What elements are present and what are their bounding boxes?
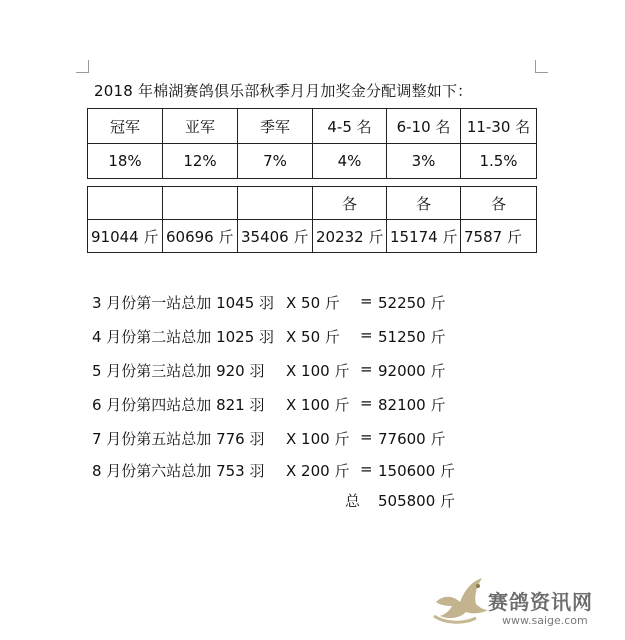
table-header-cell: 4-5 名	[313, 109, 387, 144]
calc-label: 6 月份第四站总加 821 羽	[92, 396, 265, 414]
table-header-cell: 亚军	[163, 109, 238, 144]
calc-equals: =	[360, 394, 373, 412]
table-cell: 35406 斤	[238, 220, 313, 253]
calc-equals: =	[360, 460, 373, 478]
table-cell: 各	[313, 187, 387, 220]
calc-label: 3 月份第一站总加 1045 羽	[92, 294, 275, 312]
calc-multiplier: X 50 斤	[286, 328, 340, 346]
calc-multiplier: X 50 斤	[286, 294, 340, 312]
page-corner-mark	[535, 60, 548, 73]
calc-result: 77600 斤	[378, 430, 446, 448]
table-cell	[88, 187, 163, 220]
page-corner-mark	[76, 60, 89, 73]
table-row	[88, 187, 537, 220]
calc-equals: =	[360, 326, 373, 344]
table-cell	[163, 187, 238, 220]
table-cell: 91044 斤	[88, 220, 163, 253]
calc-equals: =	[360, 292, 373, 310]
table-cell: 各	[461, 187, 537, 220]
calc-label: 8 月份第六站总加 753 羽	[92, 462, 265, 480]
table-cell: 15174 斤	[387, 220, 461, 253]
total-value: 505800 斤	[378, 492, 456, 510]
calc-result: 51250 斤	[378, 328, 446, 346]
table-cell: 12%	[163, 144, 238, 179]
calc-multiplier: X 200 斤	[286, 462, 350, 480]
calc-multiplier: X 100 斤	[286, 430, 350, 448]
table-cell: 7587 斤	[461, 220, 537, 253]
calc-multiplier: X 100 斤	[286, 396, 350, 414]
calc-label: 4 月份第二站总加 1025 羽	[92, 328, 275, 346]
table-cell: 20232 斤	[313, 220, 387, 253]
table-cell: 1.5%	[461, 144, 537, 179]
calc-multiplier: X 100 斤	[286, 362, 350, 380]
table-cell: 18%	[88, 144, 163, 179]
calc-result: 52250 斤	[378, 294, 446, 312]
table-cell	[238, 187, 313, 220]
calc-equals: =	[360, 360, 373, 378]
table-header-cell: 11-30 名	[461, 109, 537, 144]
prize-ratio-table	[87, 108, 537, 179]
table-cell: 各	[387, 187, 461, 220]
calc-result: 82100 斤	[378, 396, 446, 414]
calc-label: 7 月份第五站总加 776 羽	[92, 430, 265, 448]
document-title: 2018 年棉湖赛鸽俱乐部秋季月月加奖金分配调整如下：	[94, 82, 473, 100]
watermark-site-name: 赛鸽资讯网	[488, 590, 593, 614]
site-watermark	[430, 572, 615, 632]
total-label: 总	[345, 492, 361, 510]
calc-result: 150600 斤	[378, 462, 456, 480]
table-header-cell: 季军	[238, 109, 313, 144]
table-cell: 7%	[238, 144, 313, 179]
table-cell: 60696 斤	[163, 220, 238, 253]
watermark-url: www.saige.com	[502, 614, 588, 627]
calc-result: 92000 斤	[378, 362, 446, 380]
table-row	[88, 220, 537, 253]
pigeon-logo-icon	[430, 572, 492, 632]
table-cell: 3%	[387, 144, 461, 179]
table-row	[88, 109, 537, 144]
table-header-cell: 6-10 名	[387, 109, 461, 144]
prize-amount-table	[87, 186, 537, 253]
table-row	[88, 144, 537, 179]
calc-label: 5 月份第三站总加 920 羽	[92, 362, 265, 380]
table-cell: 4%	[313, 144, 387, 179]
table-header-cell: 冠军	[88, 109, 163, 144]
calc-equals: =	[360, 428, 373, 446]
